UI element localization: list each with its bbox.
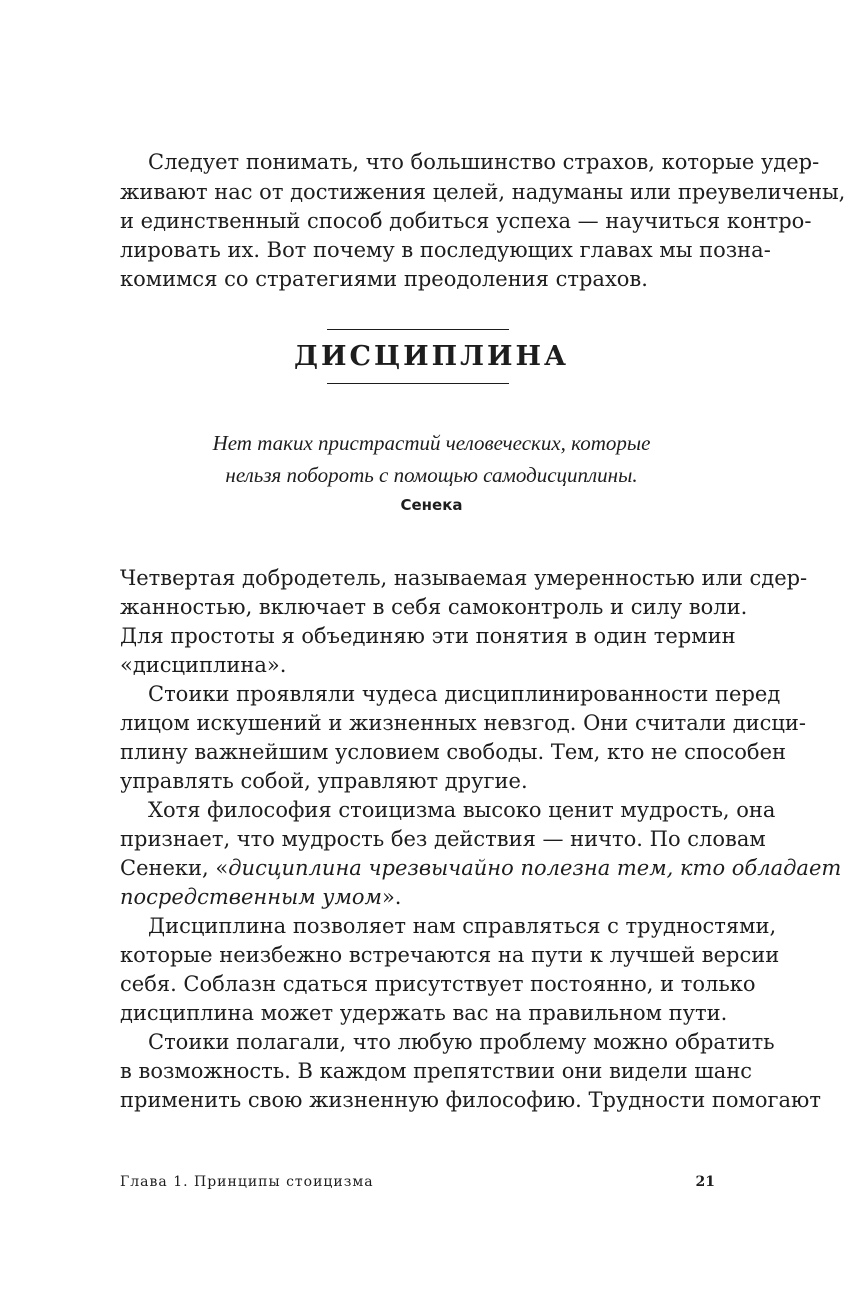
text-line: Дисциплина позволяет нам справляться с трудностями, <box>148 914 777 938</box>
text-line <box>120 854 841 883</box>
text-line <box>120 883 401 912</box>
text-line: плину важнейшим условием свободы. Тем, кто не способен <box>120 740 786 764</box>
text-line: «дисциплина». <box>120 653 287 677</box>
text-line: жанностью, включает в себя самоконтроль и силу воли. <box>120 595 748 619</box>
text-line: Стоики полагали, что любую проблему можно обратить <box>148 1030 775 1054</box>
text-line: себя. Соблазн сдаться присутствует постоянно, и только <box>120 972 756 996</box>
text-line: живают нас от достижения целей, надуманы или преувеличены, <box>120 180 846 204</box>
text-line: комимся со стратегиями преодоления страхов. <box>120 267 648 291</box>
heading-rule-top <box>327 329 509 330</box>
text-line: управлять собой, управляют другие. <box>120 769 528 793</box>
epigraph-line: нельзя побороть с помощью самодисциплины. <box>225 463 638 487</box>
epigraph-author: Сенека <box>400 496 463 514</box>
text-run: ». <box>381 885 402 909</box>
page-number: 21 <box>695 1174 715 1190</box>
section-title: ДИСЦИПЛИНА <box>294 341 569 372</box>
text-run: Сенеки, « <box>120 856 229 880</box>
text-line: Стоики проявляли чудеса дисциплинированности перед <box>148 682 781 706</box>
text-line: признает, что мудрость без действия — ничто. По словам <box>120 827 766 851</box>
quote-run: дисциплина чрезвычайно полезна тем, кто обладает <box>228 856 842 880</box>
running-footer-chapter: Глава 1. Принципы стоицизма <box>120 1174 374 1190</box>
text-line: применить свою жизненную философию. Трудности помогают <box>120 1088 821 1112</box>
quote-run: посредственным умом <box>120 885 382 909</box>
text-line: и единственный способ добиться успеха — научиться контро- <box>120 209 812 233</box>
text-line: в возможность. В каждом препятствии они видели шанс <box>120 1059 753 1083</box>
text-line: дисциплина может удержать вас на правильном пути. <box>120 1001 728 1025</box>
text-line: Следует понимать, что большинство страхов, которые удер- <box>148 150 820 174</box>
text-line: лировать их. Вот почему в последующих главах мы позна- <box>120 238 771 262</box>
text-line: Четвертая добродетель, называемая умеренностью или сдер- <box>120 566 808 590</box>
heading-rule-bottom <box>327 383 509 384</box>
text-line: которые неизбежно встречаются на пути к лучшей версии <box>120 943 780 967</box>
epigraph-line: Нет таких пристрастий человеческих, которые <box>212 431 651 455</box>
text-line: Хотя философия стоицизма высоко ценит мудрость, она <box>148 798 776 822</box>
text-line: Для простоты я объединяю эти понятия в один термин <box>120 624 736 648</box>
text-line: лицом искушений и жизненных невзгод. Они считали дисци- <box>120 711 807 735</box>
